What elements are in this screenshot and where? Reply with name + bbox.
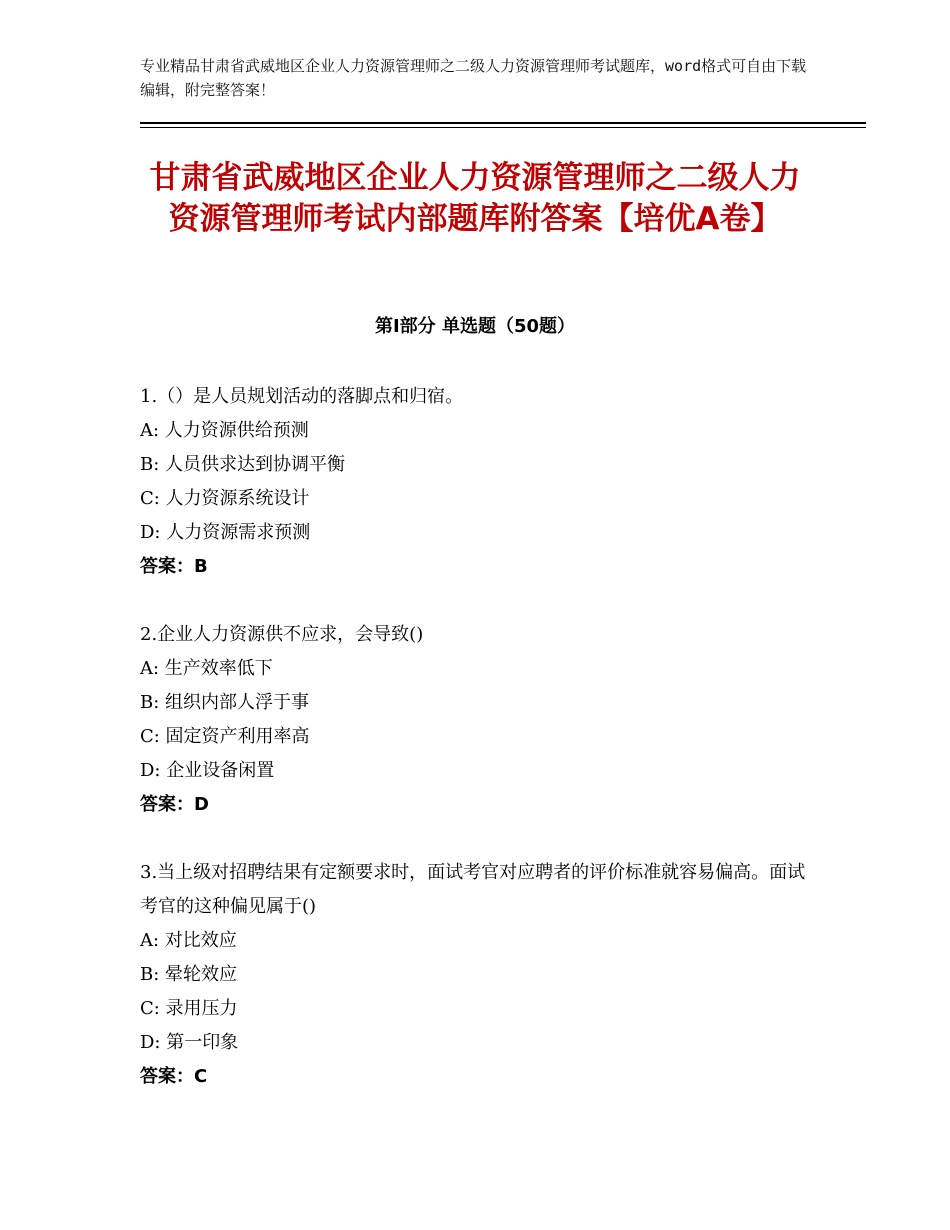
question-3 [140, 856, 810, 1094]
question-stem: 2.企业人力资源供不应求，会导致() [140, 624, 424, 645]
answer-line: 答案：D [140, 794, 209, 815]
answer-line: 答案：C [140, 1066, 208, 1087]
option-d: D: 第一印象 [140, 1032, 239, 1053]
option-a: A: 对比效应 [140, 930, 237, 951]
option-c: C: 录用压力 [140, 998, 238, 1019]
question-2 [140, 618, 810, 822]
option-b: B: 人员供求达到协调平衡 [140, 454, 346, 475]
option-d: D: 人力资源需求预测 [140, 522, 311, 543]
option-d: D: 企业设备闲置 [140, 760, 275, 781]
option-c: C: 人力资源系统设计 [140, 488, 310, 509]
option-a: A: 生产效率低下 [140, 658, 273, 679]
option-a: A: 人力资源供给预测 [140, 420, 309, 441]
section-heading: 第Ⅰ部分 单选题（50题） [374, 316, 575, 337]
question-1 [140, 380, 810, 584]
header-divider-thin [140, 127, 866, 128]
option-b: B: 组织内部人浮于事 [140, 692, 310, 713]
header-note: 专业精品甘肃省武威地区企业人力资源管理师之二级人力资源管理师考试题库，word格式可自由下载编辑，附完整答案！ [140, 57, 807, 99]
question-list [140, 380, 810, 1128]
question-stem: 1.（）是人员规划活动的落脚点和归宿。 [140, 386, 464, 407]
answer-line: 答案：B [140, 556, 208, 577]
question-stem: 3.当上级对招聘结果有定额要求时，面试考官对应聘者的评价标准就容易偏高。面试考官的这种偏见属于() [140, 862, 806, 917]
option-b: B: 晕轮效应 [140, 964, 238, 985]
header-divider-thick [140, 122, 866, 124]
document-title: 甘肃省武威地区企业人力资源管理师之二级人力资源管理师考试内部题库附答案【培优A卷】 [149, 160, 801, 237]
option-c: C: 固定资产利用率高 [140, 726, 310, 747]
